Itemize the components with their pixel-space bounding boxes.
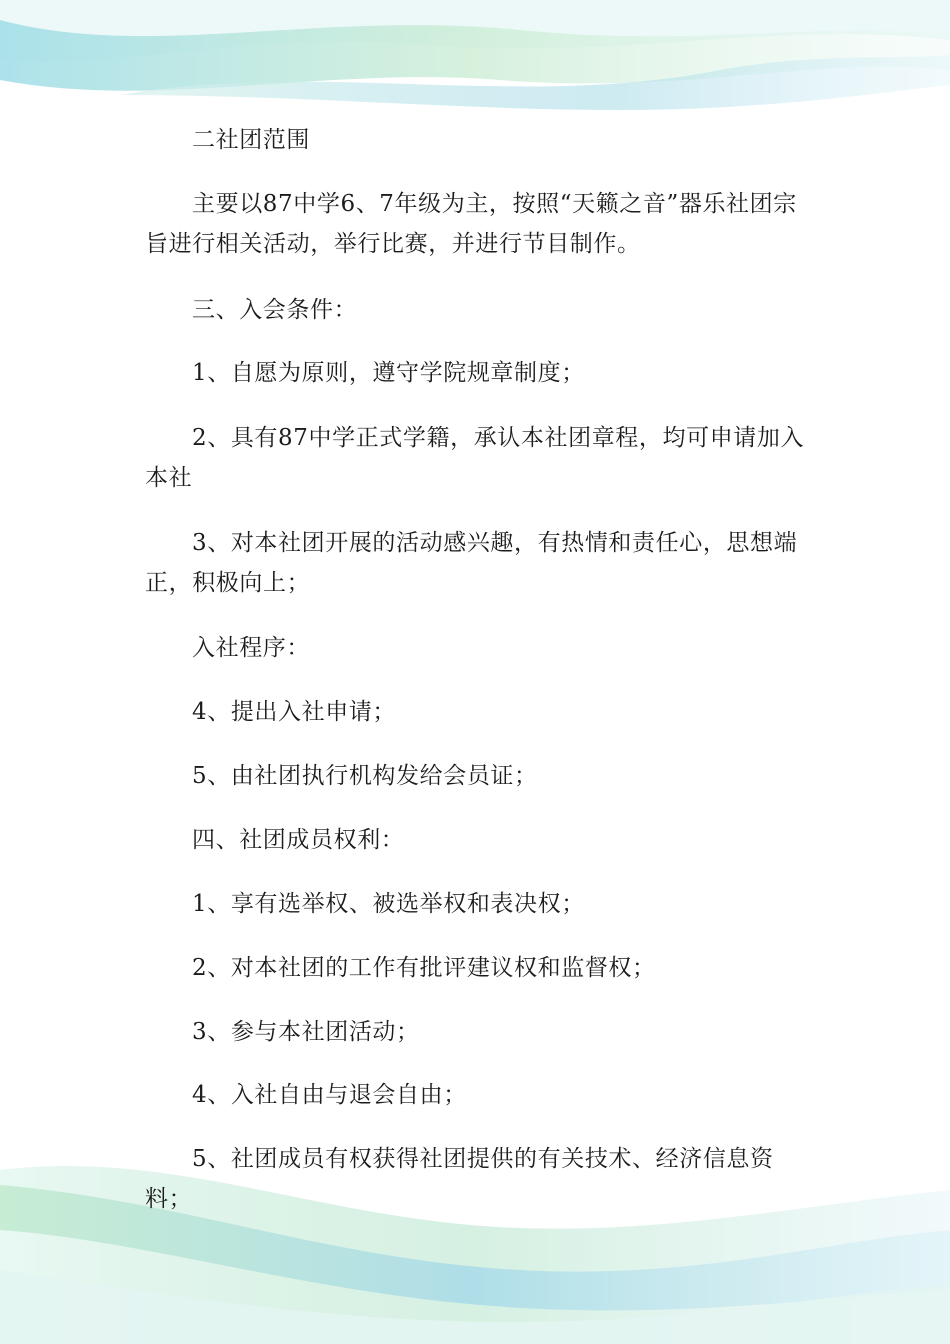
- list-item-right-1: 1、享有选举权、被选举权和表决权；: [192, 891, 585, 917]
- paragraph-scope-description: 主要以87中学6、7年级为主，按照“天籁之音”器乐社团宗旨进行相关活动，举行比赛，并进行节目制作。: [145, 191, 797, 257]
- list-item-right-2: 2、对本社团的工作有批评建议权和监督权；: [192, 955, 656, 981]
- section-heading-joining-procedure: 入社程序：: [192, 635, 310, 661]
- section-heading-member-rights: 四、社团成员权利：: [192, 827, 405, 853]
- section-heading-membership-conditions: 三、入会条件：: [192, 297, 358, 323]
- list-item-procedure-4: 4、提出入社申请；: [192, 699, 397, 725]
- list-item-right-5: 5、社团成员有权获得社团提供的有关技术、经济信息资料；: [145, 1146, 774, 1212]
- list-item-right-3: 3、参与本社团活动；: [192, 1019, 420, 1045]
- list-item-condition-2: 2、具有87中学正式学籍，承认本社团章程，均可申请加入本社: [145, 425, 805, 491]
- list-item-procedure-5: 5、由社团执行机构发给会员证；: [192, 763, 538, 789]
- section-heading-scope: 二社团范围: [192, 127, 310, 153]
- list-item-condition-3: 3、对本社团开展的活动感兴趣，有热情和责任心，思想端正，积极向上；: [145, 530, 798, 596]
- list-item-right-4: 4、入社自由与退会自由；: [192, 1082, 467, 1108]
- list-item-condition-1: 1、自愿为原则，遵守学院规章制度；: [192, 360, 585, 386]
